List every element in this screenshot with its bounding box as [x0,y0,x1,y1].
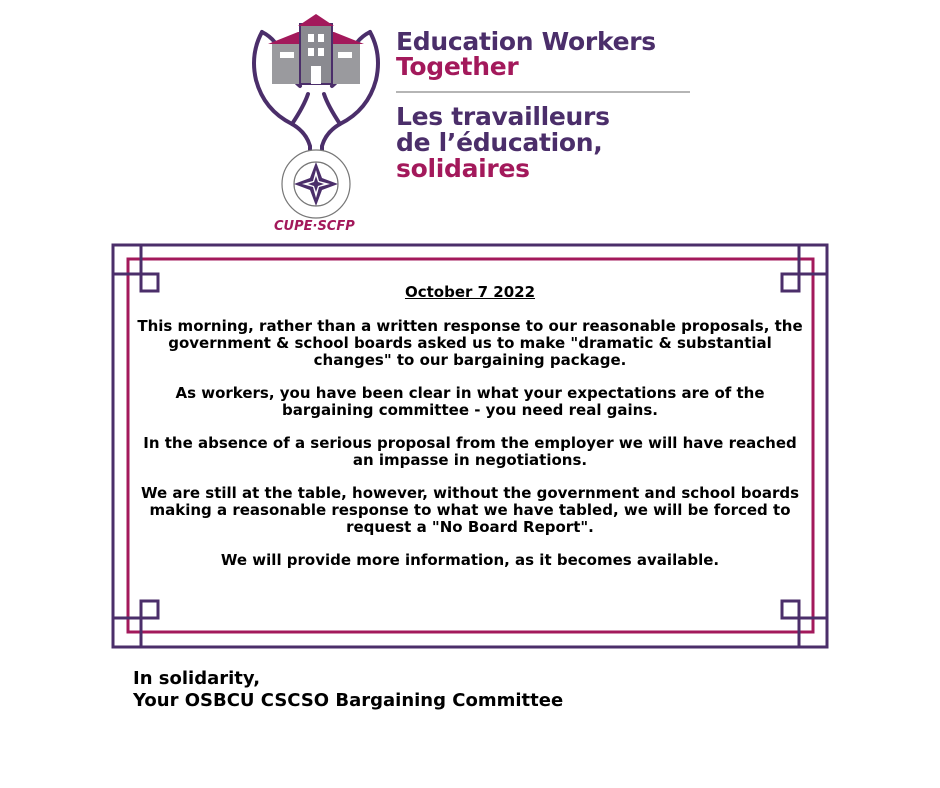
notice-paragraph: As workers, you have been clear in what your expectations are of the bargaining committee - you need real gains. [175,384,765,419]
headline-fr-line3: solidaires [396,154,530,183]
headline-en-line1: Education Workers [396,27,656,56]
headline-fr-line1: Les travailleurs [396,102,610,131]
notice-paragraph: In the absence of a serious proposal from the employer we will have reached an impasse in negotiations. [143,434,797,469]
headline-fr-line2: de l’éducation, [396,128,603,157]
notice-body [131,284,809,585]
notice-date: October 7 2022 [404,283,536,301]
notice-paragraph: This morning, rather than a written response to our reasonable proposals, the government & school boards asked us to make "dramatic & substantial changes" to our bargaining package. [137,317,803,369]
headline-en-line2: Together [396,52,519,81]
union-wordmark: CUPE·SCFP [274,219,355,234]
notice-paragraph: We will provide more information, as it becomes available. [220,551,720,569]
notice-paragraph: We are still at the table, however, without the government and school boards making a reasonable response to what we have tabled, we will be forced to request a "No Board Report". [140,484,800,536]
signoff-committee: Your OSBCU CSCSO Bargaining Committee [133,690,564,711]
signoff-greeting: In solidarity, [133,668,261,689]
signoff [133,668,563,712]
